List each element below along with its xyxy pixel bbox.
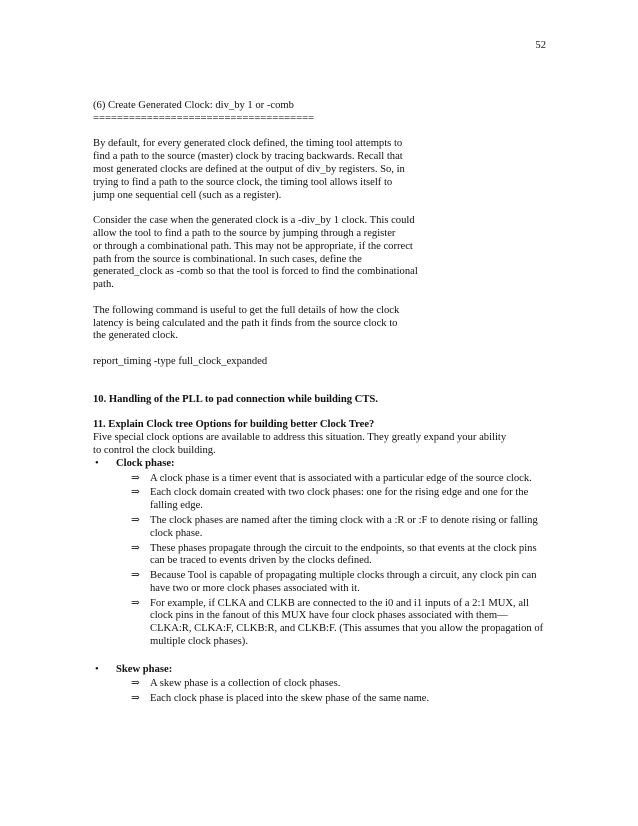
bullet-icon: •	[95, 457, 99, 469]
list-item: ⇒ Because Tool is capable of propagating multiple clocks through a circuit, any clock pin can have two or more clock phases associated with it.	[131, 570, 537, 594]
arrow-icon: ⇒	[131, 542, 140, 554]
bullet-title: Skew phase:	[116, 663, 173, 675]
list-item: ⇒ These phases propagate through the circuit to the endpoints, so that events at the clock pins can be traced to events driven by the clocks defined.	[131, 542, 537, 567]
list-item: ⇒ The clock phases are named after the timing clock with a :R or :F to denote rising or falling clock phase.	[131, 514, 538, 539]
arrow-icon: ⇒	[131, 514, 140, 526]
bullet-clock-phase	[93, 458, 548, 471]
arrow-icon: ⇒	[131, 472, 140, 484]
section-11-intro: Five special clock options are available to address this situation. They greatly expand your ability to control the clock building.	[93, 432, 507, 456]
arrow-icon: ⇒	[131, 597, 140, 609]
arrow-icon: ⇒	[131, 570, 140, 582]
list-item: ⇒ Each clock domain created with two clock phases: one for the rising edge and one for the falling edge.	[131, 487, 529, 512]
section-6-underline: =====================================	[93, 112, 315, 124]
command-text: report_timing -type full_clock_expanded	[93, 355, 268, 367]
bullet-icon: •	[95, 663, 99, 675]
paragraph-default-behavior: By default, for every generated clock defined, the timing tool attempts to find a path to the source (master) clock by tracing backwards. Recall that most generated clocks are defined at the output of div_by registers. So, in trying to find a path to the source clock, the timing tool allows itself to jump one sequential cell (such as a register).	[93, 138, 405, 201]
clock-phase-list	[93, 473, 548, 649]
skew-phase-list	[93, 678, 548, 706]
arrow-icon: ⇒	[131, 487, 140, 499]
document-body	[93, 100, 548, 708]
bullet-skew-phase	[93, 664, 548, 677]
section-6-title: (6) Create Generated Clock: div_by 1 or -comb	[93, 100, 294, 111]
arrow-icon: ⇒	[131, 693, 140, 705]
list-item: ⇒ For example, if CLKA and CLKB are connected to the i0 and i1 inputs of a 2:1 MUX, all clock pins in the fanout of this MUX have four clock phases associated with them—CLKA:R, CLKA:F, CLKB:R, and CLKB:F. (This assumes that you allow the propagation of multiple clock phases).	[131, 597, 544, 648]
bullet-title: Clock phase:	[116, 457, 175, 469]
arrow-icon: ⇒	[131, 678, 140, 690]
section-10-heading: 10. Handling of the PLL to pad connection while building CTS.	[93, 393, 378, 405]
paragraph-useful-command: The following command is useful to get the full details of how the clock latency is being calculated and the path it finds from the source clock to the generated clock.	[93, 304, 400, 342]
list-item: ⇒ Each clock phase is placed into the skew phase of the same name.	[131, 693, 430, 705]
page-number: 52	[535, 40, 546, 51]
paragraph-div-by-1-case: Consider the case when the generated clock is a -div_by 1 clock. This could allow the tool to find a path to the source by jumping through a register or through a combinational path. This may not be appropriate, if the correct path from the source is combinational. In such cases, define the generated_clock as -comb so that the tool is forced to find the combinational path.	[93, 215, 418, 291]
list-item: ⇒ A skew phase is a collection of clock phases.	[131, 678, 341, 690]
list-item: ⇒ A clock phase is a timer event that is associated with a particular edge of the source clock.	[131, 472, 532, 484]
section-11-heading: 11. Explain Clock tree Options for building better Clock Tree?	[93, 419, 375, 431]
